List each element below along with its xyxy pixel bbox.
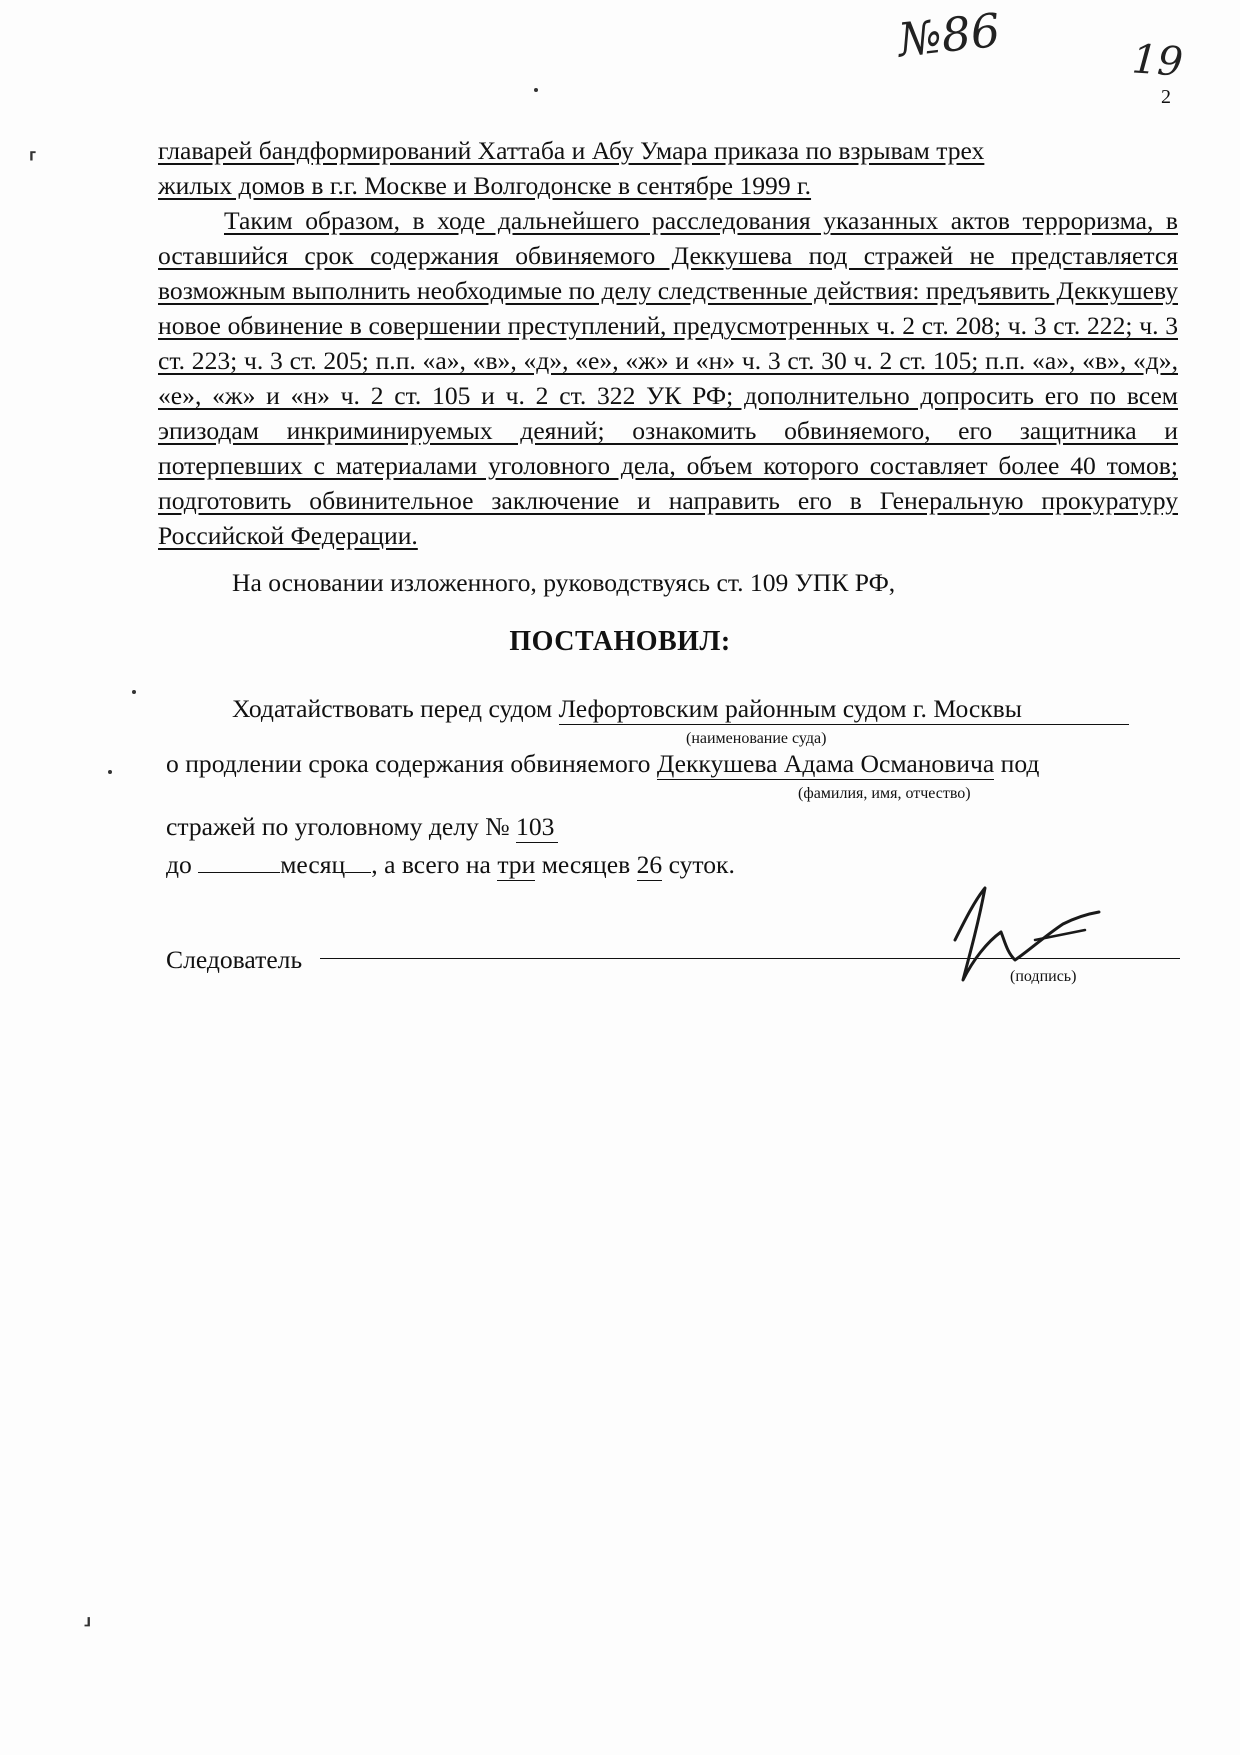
term-do: до [166,850,192,879]
term-days-value: 26 [636,850,663,879]
term-line [166,850,735,881]
term-month: месяц [280,850,346,879]
scan-speck [108,770,112,774]
case-line [166,812,558,843]
body-line-2: жилых домов в г.г. Москве и Волгодонске в сентябре 1999 г. [158,171,812,200]
extension-line [166,749,1039,780]
scan-speck [534,88,538,92]
term-days-word: суток. [662,850,735,879]
handwritten-case-number: №86 [895,2,1003,68]
term-days-field [637,850,663,881]
court-name: Лефортовским районным судом г. Москвы [558,694,1022,723]
name-caption: (фамилия, имя, отчество) [798,785,971,802]
scan-mark-bottom: ⸥ [82,1600,93,1629]
term-middle: , а всего на [371,850,498,879]
term-date-blank [198,872,280,873]
investigator-role: Следователь [166,945,303,974]
scan-speck [132,690,136,694]
body-continuation [158,133,1178,553]
petition-prefix: Ходатайствовать перед судом [232,694,559,723]
extension-suffix: под [994,749,1040,778]
case-number: 103 [516,812,555,841]
petition-line [232,694,1129,725]
accused-name: Деккушева Адама Османовича [656,749,995,778]
body-paragraph-2: Таким образом, в ходе дальнейшего расследования указанных актов терроризма, в оставшийся срок содержания обвиняемого Деккушева под стражей не представляется возможным выполнить необходимые по делу следственные действия: предъявить Деккушеву новое обвинение в совершении преступлений, предусмотренных ч. 2 ст. 208; ч. 3 ст. 222; ч. 3 ст. 223; ч. 3 ст. 205; п.п. «а», «в», «д», «е», «ж» и «н» ч. 3 ст. 30 ч. 2 ст. 105; п.п. «а», «в», «д», «е», «ж» и «н» ч. 2 ст. 105 и ч. 2 ст. 322 УК РФ; дополнительно допросить его по всем эпизодам инкриминируемых деяний; ознакомить обвиняемого, его защитника и потерпевших с материалами уголовного дела, объем которого составляет более 40 томов; подготовить обвинительное заключение и направить его в Генеральную прокуратуру Российской Федерации. [158,206,1178,550]
body-line-1: главарей бандформирований Хаттаба и Абу Умара приказа по взрывам трех [158,136,985,165]
accused-name-field [657,749,994,780]
body-paragraph-3: На основании изложенного, руководствуясь ст. 109 УПК РФ, [232,568,896,597]
handwritten-corner-mark: 19 [1130,36,1185,86]
term-months-field [497,850,535,881]
case-prefix: стражей по уголовному делу № [166,812,517,841]
court-caption: (наименование суда) [686,730,827,747]
scan-mark-top: ⸢ [28,148,39,177]
court-name-field [559,694,1129,725]
case-number-field [516,812,558,843]
page-number: 2 [1161,86,1171,108]
term-months-word: месяцев [535,850,637,879]
term-months-value: три [497,850,536,879]
decision-heading: ПОСТАНОВИЛ: [509,626,731,657]
signature-caption: (подпись) [1010,968,1077,985]
extension-prefix: о продлении срока содержания обвиняемого [166,749,657,778]
term-month-blank [345,872,371,873]
